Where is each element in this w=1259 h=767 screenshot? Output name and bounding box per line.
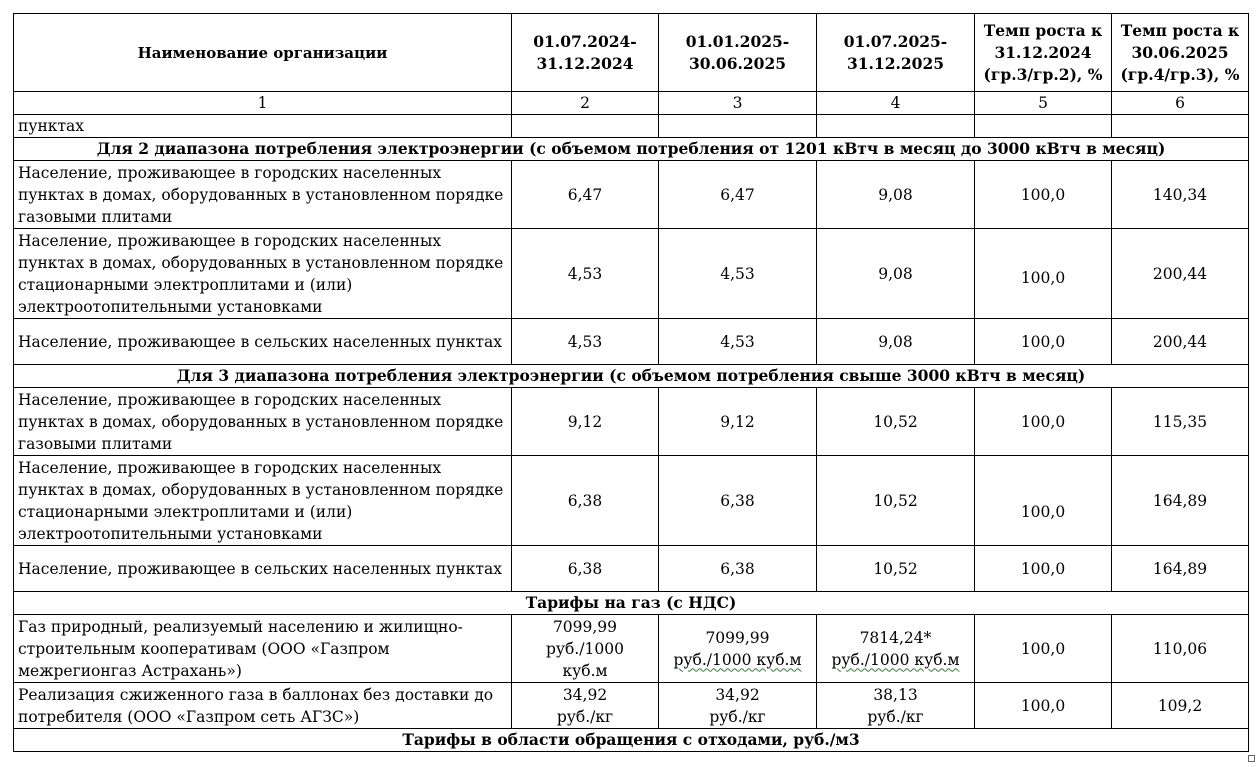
price-unit: руб./1000 xyxy=(546,639,624,658)
cell-value xyxy=(659,615,817,683)
cell-value: 4,53 xyxy=(659,319,817,365)
cell-value: 10,52 xyxy=(817,388,975,456)
cell-value: 100,0 xyxy=(975,319,1112,365)
header-growth-2: Темп роста к 30.06.2025 (гр.4/гр.3), % xyxy=(1112,14,1249,92)
column-number: 1 xyxy=(14,92,512,115)
price-unit: руб./1000 куб.м xyxy=(673,650,802,669)
continuation-row xyxy=(14,115,1249,138)
cell-value xyxy=(817,683,975,729)
cell-value: 6,38 xyxy=(659,456,817,546)
cell-value: 4,53 xyxy=(659,229,817,319)
cell-value: 9,12 xyxy=(512,388,659,456)
price-unit: руб./кг xyxy=(556,707,614,726)
cell-value: 4,53 xyxy=(512,319,659,365)
price-unit: руб./кг xyxy=(867,707,924,726)
cell-value: 9,08 xyxy=(817,319,975,365)
header-organization: Наименование организации xyxy=(14,14,512,92)
cell-value: 164,89 xyxy=(1112,456,1249,546)
section-2-header xyxy=(14,138,1249,161)
cell-value: 6,38 xyxy=(659,546,817,592)
cell-value xyxy=(659,683,817,729)
price-unit: куб.м xyxy=(562,661,608,680)
table-row xyxy=(14,615,1249,683)
cell-value: 100,0 xyxy=(975,229,1112,319)
header-growth-1: Темп роста к 31.12.2024 (гр.3/гр.2), % xyxy=(975,14,1112,92)
table-row xyxy=(14,456,1249,546)
continuation-name: пунктах xyxy=(14,115,512,138)
table-row xyxy=(14,388,1249,456)
price-unit: руб./кг xyxy=(709,707,766,726)
cell-value: 6,47 xyxy=(659,161,817,229)
column-number: 2 xyxy=(512,92,659,115)
cell-value: 6,38 xyxy=(512,456,659,546)
row-name: Население, проживающее в городских населенных пунктах в домах, оборудованных в установленном порядке газовыми плитами xyxy=(14,388,512,456)
column-number: 3 xyxy=(659,92,817,115)
row-name: Население, проживающее в городских населенных пунктах в домах, оборудованных в установленном порядке газовыми плитами xyxy=(14,161,512,229)
header-period-1: 01.07.2024-31.12.2024 xyxy=(512,14,659,92)
row-name: Население, проживающее в городских населенных пунктах в домах, оборудованных в установленном порядке стационарными электроплитами и (или) электроотопительными установками xyxy=(14,456,512,546)
cell-value: 9,08 xyxy=(817,229,975,319)
column-number-row xyxy=(14,92,1249,115)
table-row xyxy=(14,229,1249,319)
waste-section-header xyxy=(14,729,1249,752)
section-title: Тарифы в области обращения с отходами, руб./м3 xyxy=(14,729,1249,752)
table-row xyxy=(14,319,1249,365)
cell-value: 200,44 xyxy=(1112,319,1249,365)
header-row xyxy=(14,14,1249,92)
row-name: Население, проживающее в сельских населенных пунктах xyxy=(14,546,512,592)
resize-handle[interactable] xyxy=(1248,755,1255,762)
tariff-table xyxy=(13,13,1249,752)
section-title: Для 3 диапазона потребления электроэнергии (с объемом потребления свыше 3000 кВтч в месяц) xyxy=(14,365,1249,388)
row-name: Газ природный, реализуемый населению и жилищно-строительным кооперативам (ООО «Газпром межрегионгаз Астрахань») xyxy=(14,615,512,683)
row-name: Реализация сжиженного газа в баллонах без доставки до потребителя (ООО «Газпром сеть АГЗС») xyxy=(14,683,512,729)
header-period-3: 01.07.2025-31.12.2025 xyxy=(817,14,975,92)
price-value: 7814,24* xyxy=(859,628,932,647)
cell-value xyxy=(817,615,975,683)
cell-value: 200,44 xyxy=(1112,229,1249,319)
cell-value: 140,34 xyxy=(1112,161,1249,229)
cell-value xyxy=(512,683,659,729)
cell-value: 115,35 xyxy=(1112,388,1249,456)
cell-value: 9,08 xyxy=(817,161,975,229)
header-period-2: 01.01.2025-30.06.2025 xyxy=(659,14,817,92)
price-value: 34,92 xyxy=(715,685,760,704)
cell-value: 6,38 xyxy=(512,546,659,592)
column-number: 6 xyxy=(1112,92,1249,115)
table-row xyxy=(14,546,1249,592)
section-3-header xyxy=(14,365,1249,388)
cell-value: 4,53 xyxy=(512,229,659,319)
table-row xyxy=(14,683,1249,729)
price-value: 7099,99 xyxy=(552,617,618,636)
cell-value: 100,0 xyxy=(975,683,1112,729)
column-number: 5 xyxy=(975,92,1112,115)
price-value: 7099,99 xyxy=(705,628,770,647)
section-title: Для 2 диапазона потребления электроэнергии (с объемом потребления от 1201 кВтч в месяц до 3000 кВтч в месяц) xyxy=(14,138,1249,161)
cell-value: 100,0 xyxy=(975,161,1112,229)
gas-section-header xyxy=(14,592,1249,615)
row-name: Население, проживающее в городских населенных пунктах в домах, оборудованных в установленном порядке стационарными электроплитами и (или) электроотопительными установками xyxy=(14,229,512,319)
cell-value: 100,0 xyxy=(975,546,1112,592)
cell-value: 100,0 xyxy=(975,456,1112,546)
section-title: Тарифы на газ (с НДС) xyxy=(14,592,1249,615)
cell-value: 164,89 xyxy=(1112,546,1249,592)
cell-value: 109,2 xyxy=(1112,683,1249,729)
cell-value: 9,12 xyxy=(659,388,817,456)
row-name: Население, проживающее в сельских населенных пунктах xyxy=(14,319,512,365)
cell-value: 6,47 xyxy=(512,161,659,229)
price-value: 34,92 xyxy=(562,685,608,704)
cell-value: 10,52 xyxy=(817,546,975,592)
table-row xyxy=(14,161,1249,229)
cell-value: 100,0 xyxy=(975,388,1112,456)
cell-value: 110,06 xyxy=(1112,615,1249,683)
price-value: 38,13 xyxy=(873,685,918,704)
cell-value xyxy=(512,615,659,683)
column-number: 4 xyxy=(817,92,975,115)
cell-value: 10,52 xyxy=(817,456,975,546)
price-unit: руб./1000 куб.м xyxy=(831,650,960,669)
cell-value: 100,0 xyxy=(975,615,1112,683)
